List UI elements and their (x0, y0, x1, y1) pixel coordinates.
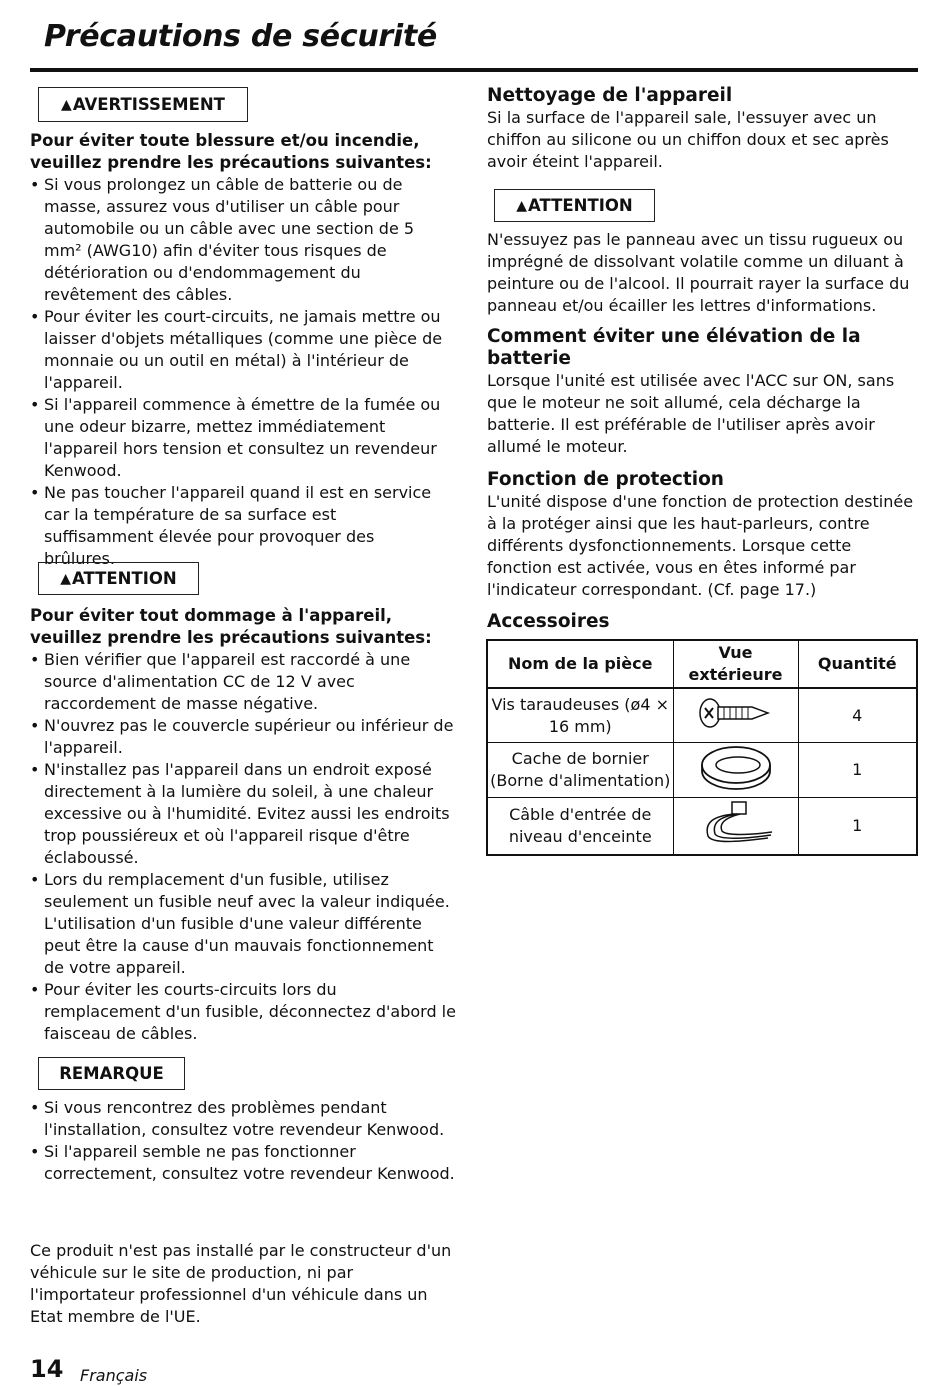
note-label: REMARQUE (59, 1063, 164, 1083)
note-section (30, 1097, 455, 1185)
warning-heading: Pour éviter toute blessure et/ou incendie, veuillez prendre les précautions suivantes: (30, 131, 432, 172)
part-image (673, 798, 798, 856)
warning-list (30, 174, 450, 570)
table-row (487, 743, 917, 798)
footer-language: Français (80, 1366, 148, 1385)
list-item: • Si l'appareil semble ne pas fonctionner correctement, consultez votre revendeur Kenwood. (30, 1141, 455, 1185)
list-item: • Ne pas toucher l'appareil quand il est en service car la température de sa surface est suffisamment élevée pour provoquer des brûlures. (30, 482, 450, 570)
list-item: • Pour éviter les courts-circuits lors du remplacement d'un fusible, déconnectez d'abord le faisceau de câbles. (30, 979, 458, 1045)
attention-label: ATTENTION (72, 568, 177, 588)
warning-triangle-icon: ▲ (61, 96, 72, 113)
part-quantity: 4 (798, 688, 917, 743)
list-item: • Si vous prolongez un câble de batterie ou de masse, assurez vous d'utiliser un câble pour automobile ou un câble avec une section de 5 mm² (AWG10) afin d'éviter tous risques de détérioration ou d'endommagement du revêtement des câbles. (30, 174, 450, 306)
part-image (673, 743, 798, 798)
warning-triangle-icon: ▲ (516, 197, 528, 214)
part-name: Cache de bornier (Borne d'alimentation) (487, 743, 673, 798)
title-rule (30, 68, 918, 72)
header-appearance: Vue extérieure (673, 640, 798, 688)
note-label-box (38, 1057, 185, 1090)
part-name: Vis taraudeuses (ø4 × 16 mm) (487, 688, 673, 743)
attention-heading: Pour éviter tout dommage à l'appareil, veuillez prendre les précautions suivantes: (30, 606, 432, 647)
list-item: • Lors du remplacement d'un fusible, utilisez seulement un fusible neuf avec la valeur indiquée. L'utilisation d'un fusible d'une valeur différente peut être la cause d'un mauvais fonctionnement de votre appareil. (30, 869, 458, 979)
header-quantity: Quantité (798, 640, 917, 688)
list-item: • Si vous rencontrez des problèmes pendant l'installation, consultez votre revendeur Kenwood. (30, 1097, 455, 1141)
attention-text: N'essuyez pas le panneau avec un tissu rugueux ou imprégné de dissolvant volatile comme un diluant à peinture ou de l'alcool. Il pourrait rayer la surface du panneau et/ou écailler les lettres d'informations. (487, 230, 910, 315)
header-part-name: Nom de la pièce (487, 640, 673, 688)
cleaning-text: Si la surface de l'appareil sale, l'essuyer avec un chiffon au silicone ou un chiffon doux et sec après avoir éteint l'appareil. (487, 108, 889, 171)
battery-text: Lorsque l'unité est utilisée avec l'ACC sur ON, sans que le moteur ne soit allumé, cela décharge la batterie. Il est préférable de l'utiliser après avoir allumé le moteur. (487, 371, 895, 456)
accessories-heading: Accessoires (487, 611, 610, 632)
cleaning-section (487, 85, 912, 173)
warning-label-box (38, 87, 248, 122)
page-title: Précautions de sécurité (44, 19, 437, 54)
protection-heading: Fonction de protection (487, 469, 724, 490)
disclaimer-text: Ce produit n'est pas installé par le constructeur d'un véhicule sur le site de production, ni par l'importateur professionnel d'un véhicule dans un Etat membre de l'UE. (30, 1241, 452, 1326)
table-row (487, 798, 917, 856)
table-header-row (487, 640, 917, 688)
attention-label-box (38, 562, 199, 595)
table-row (487, 688, 917, 743)
attention-label-box-right (494, 189, 655, 222)
cable-icon (696, 798, 776, 848)
note-list (30, 1097, 455, 1185)
accessories-table (486, 639, 918, 856)
attention-section (30, 605, 458, 1045)
attention-list (30, 649, 458, 1045)
battery-section (487, 326, 912, 458)
protection-text: L'unité dispose d'une fonction de protection destinée à la protéger ainsi que les haut-parleurs, contre différents dysfonctionnements. Lorsque cette fonction est activée, vous en êtes informé par l'indicateur correspondant. (Cf. page 17.) (487, 492, 914, 599)
part-quantity: 1 (798, 743, 917, 798)
screw-icon (696, 693, 776, 733)
battery-heading: Comment éviter une élévation de la batterie (487, 326, 861, 369)
attention-label: ATTENTION (528, 195, 633, 215)
list-item: • N'installez pas l'appareil dans un endroit exposé directement à la lumière du soleil, à une chaleur excessive ou à l'humidité. Evitez aussi les endroits trop poussiéreux et où l'appareil risque d'être éclaboussé. (30, 759, 458, 869)
list-item: • Bien vérifier que l'appareil est raccordé à une source d'alimentation CC de 12 V avec raccordement de masse négative. (30, 649, 458, 715)
page-number: 14 (30, 1355, 64, 1383)
list-item: • Si l'appareil commence à émettre de la fumée ou une odeur bizarre, mettez immédiatement l'appareil hors tension et consultez un revendeur Kenwood. (30, 394, 450, 482)
list-item: • Pour éviter les court-circuits, ne jamais mettre ou laisser d'objets métalliques (comme une pièce de monnaie ou un outil en métal) à l'intérieur de l'appareil. (30, 306, 450, 394)
list-item: • N'ouvrez pas le couvercle supérieur ou inférieur de l'appareil. (30, 715, 458, 759)
part-image (673, 688, 798, 743)
part-name: Câble d'entrée de niveau d'enceinte (487, 798, 673, 856)
part-quantity: 1 (798, 798, 917, 856)
warning-label: AVERTISSEMENT (72, 94, 225, 114)
protection-section (487, 469, 915, 601)
warning-triangle-icon: ▲ (60, 570, 72, 587)
cleaning-heading: Nettoyage de l'appareil (487, 85, 733, 106)
warning-section (30, 130, 450, 570)
ring-cover-icon (696, 743, 776, 791)
